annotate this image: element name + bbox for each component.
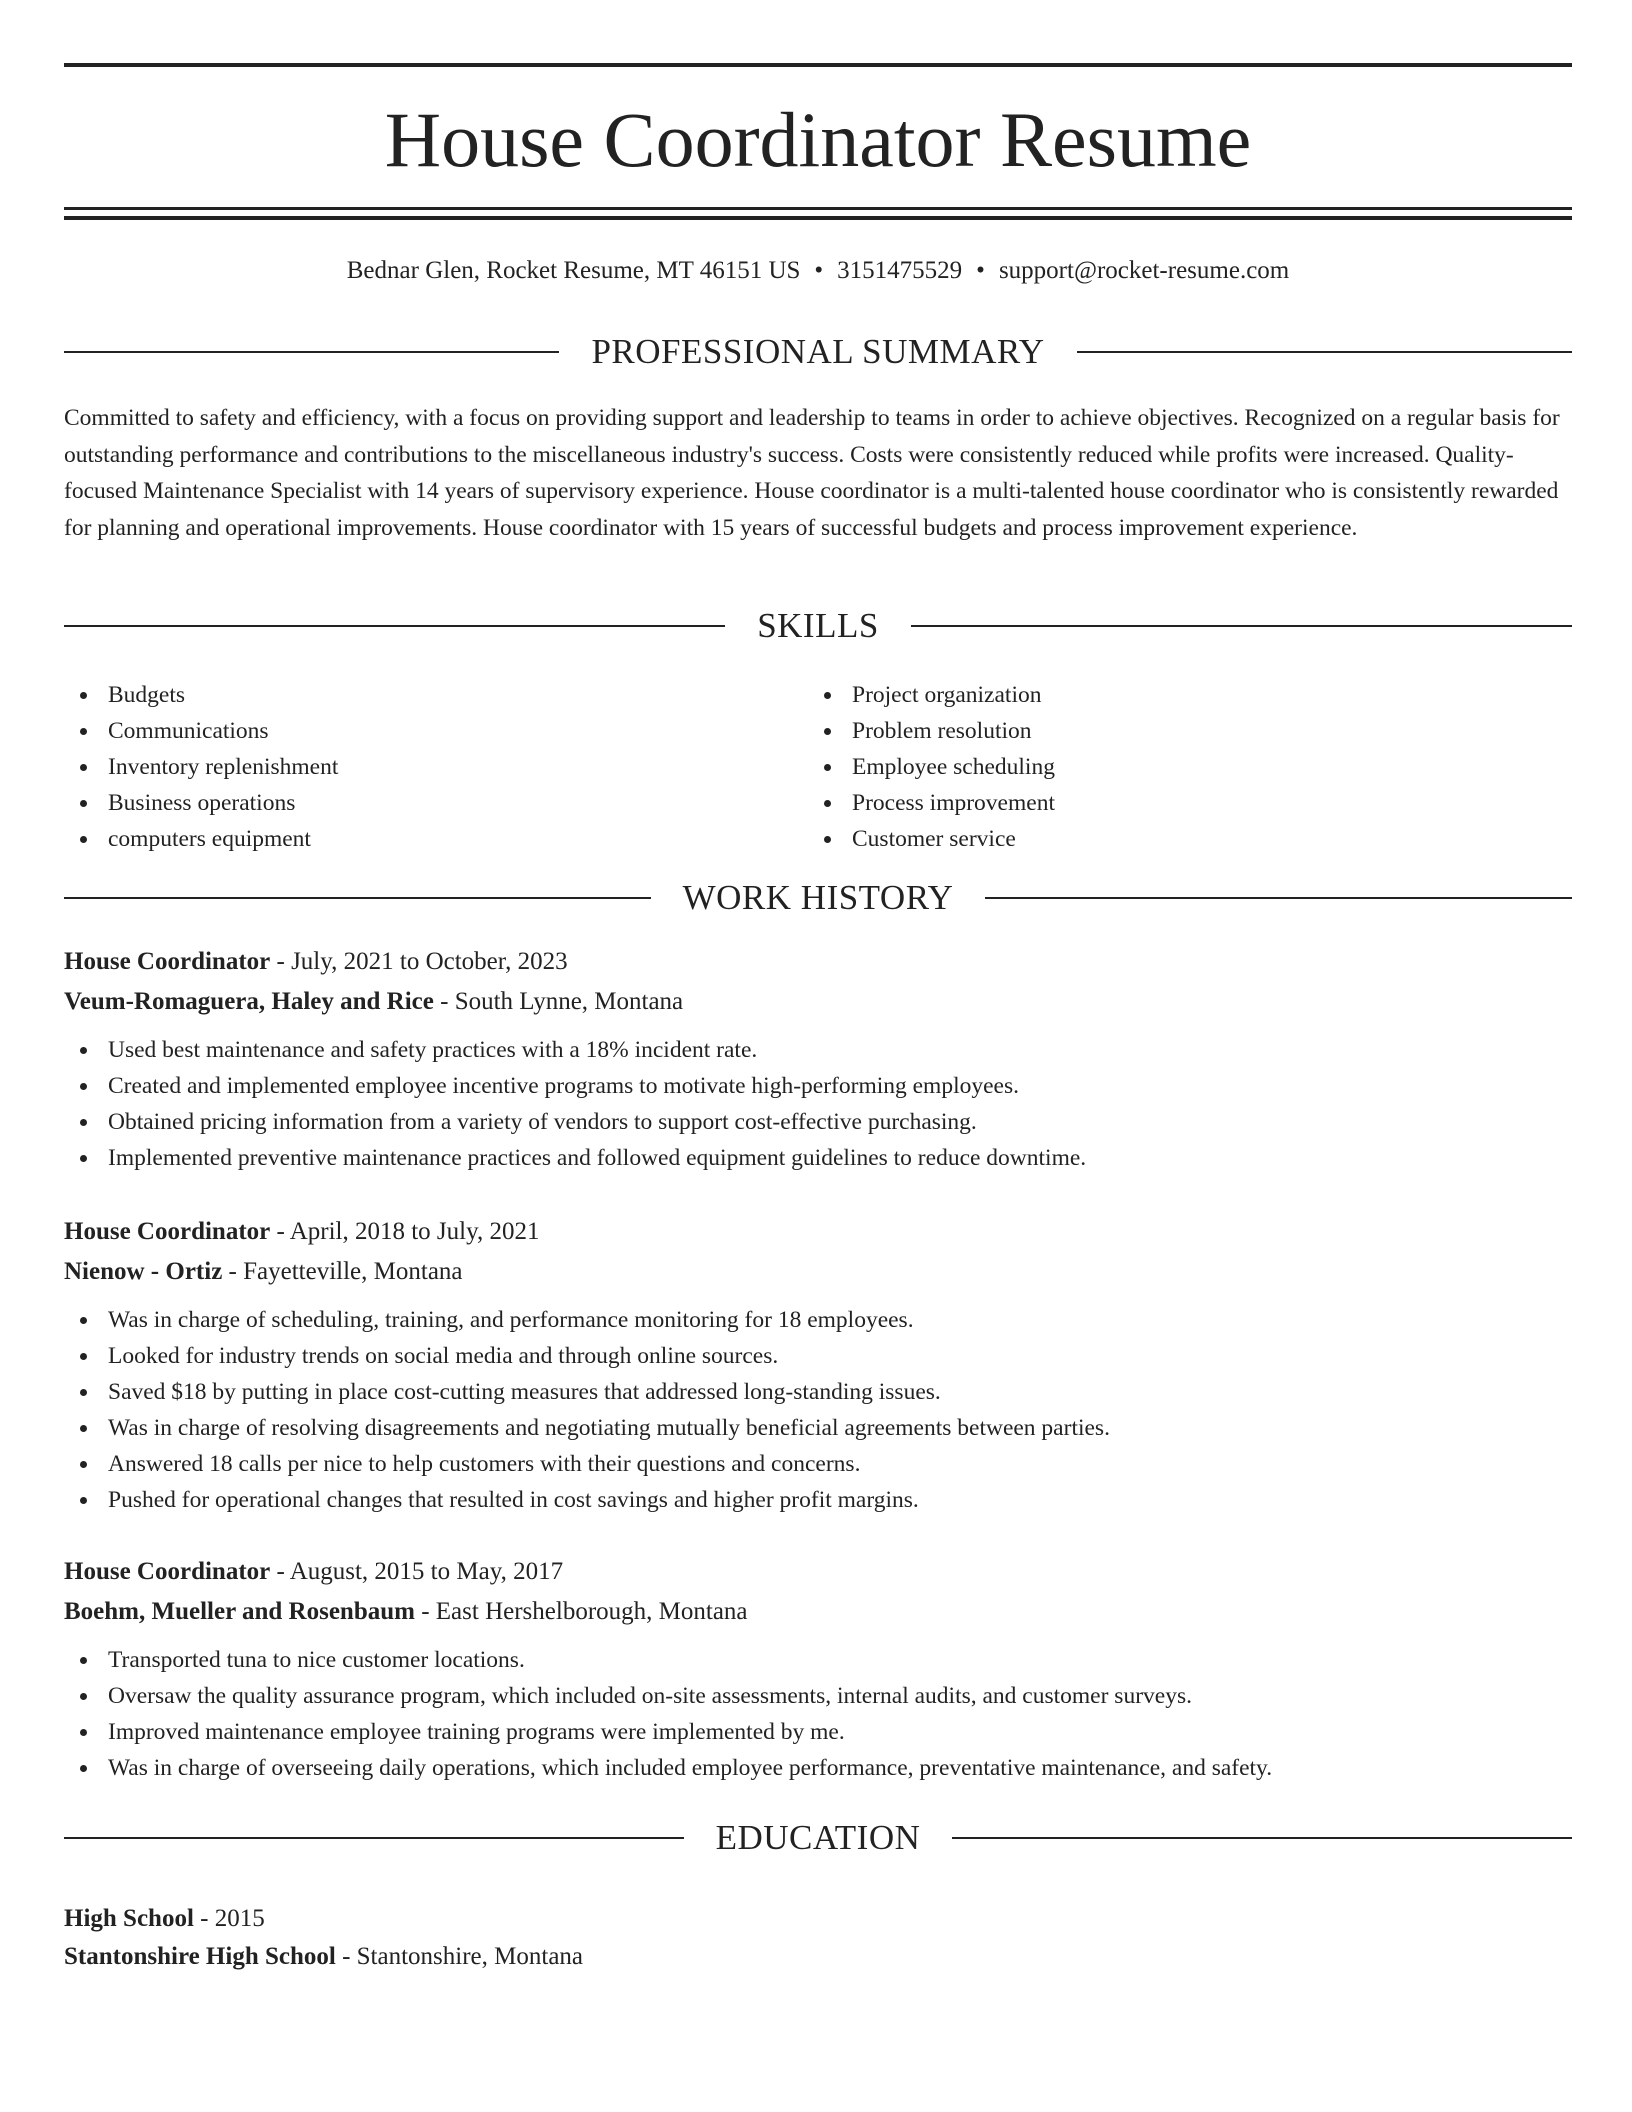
section-rule-left [64, 625, 725, 627]
education-degree-line [64, 1900, 1572, 1938]
job-bullet: Looked for industry trends on social media and through online sources. [64, 1338, 1572, 1374]
education-school: Stantonshire High School [64, 1943, 336, 1970]
job-company-line [64, 982, 1572, 1022]
contact-address: Bednar Glen, Rocket Resume, MT 46151 US [346, 257, 801, 284]
top-rule [64, 63, 1572, 67]
job-company: Veum-Romaguera, Haley and Rice [64, 988, 434, 1015]
job-title: House Coordinator [64, 1558, 271, 1585]
job-location: - Fayetteville, Montana [222, 1258, 463, 1285]
job-bullets [64, 1302, 1572, 1518]
skill-item: Problem resolution [808, 713, 1508, 749]
job-title-line [64, 942, 1572, 982]
job-location: - South Lynne, Montana [433, 988, 684, 1015]
skill-item: Business operations [64, 785, 764, 821]
section-title-summary: PROFESSIONAL SUMMARY [591, 332, 1045, 371]
resume-title: House Coordinator Resume [384, 96, 1252, 183]
section-rule-right [952, 1837, 1572, 1839]
job-company-line [64, 1592, 1572, 1632]
job-dates: - August, 2015 to May, 2017 [270, 1558, 564, 1585]
skills-list-left [64, 677, 764, 857]
job-dates: - July, 2021 to October, 2023 [270, 948, 568, 975]
job-bullet: Created and implemented employee incentive programs to motivate high-performing employees. [64, 1068, 1572, 1104]
section-rule-right [911, 625, 1572, 627]
job-bullet: Saved $18 by putting in place cost-cutting measures that addressed long-standing issues. [64, 1374, 1572, 1410]
section-title-work: WORK HISTORY [682, 878, 954, 917]
education-entry [64, 1900, 1572, 1976]
skill-item: Communications [64, 713, 764, 749]
job-bullets [64, 1032, 1572, 1176]
section-header-work [64, 876, 1572, 920]
job-bullet: Oversaw the quality assurance program, which included on-site assessments, internal audits, and customer surveys. [64, 1678, 1572, 1714]
title-rule-lower [64, 216, 1572, 220]
skill-item: Project organization [808, 677, 1508, 713]
skill-item: Employee scheduling [808, 749, 1508, 785]
job-title-line [64, 1552, 1572, 1592]
job-bullet: Was in charge of scheduling, training, and performance monitoring for 18 employees. [64, 1302, 1572, 1338]
title-rule-upper [64, 207, 1572, 210]
job-title: House Coordinator [64, 1218, 271, 1245]
section-title-education: EDUCATION [715, 1818, 921, 1857]
summary-paragraph: Committed to safety and efficiency, with a focus on providing support and leadership to teams in order to achieve objectives. Recognized on a regular basis for outstanding performance and contributions to the miscellaneous industry's success. Costs were consistently reduced while profits were increased. Quality-focused Maintenance Specialist with 14 years of supervisory experience. House coordinator is a multi-talented house coordinator who is consistently rewarded for planning and operational improvements. House coordinator with 15 years of successful budgets and process improvement experience. [64, 405, 1560, 541]
education-school-line [64, 1938, 1572, 1976]
job-title-line [64, 1212, 1572, 1252]
section-rule-left [64, 897, 651, 899]
job-bullets [64, 1642, 1572, 1786]
job-company: Boehm, Mueller and Rosenbaum [64, 1598, 415, 1625]
education-location: - Stantonshire, Montana [335, 1943, 584, 1970]
section-header-skills [64, 604, 1572, 648]
skill-item: Process improvement [808, 785, 1508, 821]
contact-phone: 3151475529 [837, 257, 963, 284]
section-header-education [64, 1816, 1572, 1860]
contact-separator: • [976, 257, 985, 284]
section-rule-left [64, 351, 559, 353]
education-degree: High School [64, 1905, 194, 1932]
section-rule-right [985, 897, 1572, 899]
skill-item: Budgets [64, 677, 764, 713]
job-company: Nienow - Ortiz [64, 1258, 223, 1285]
job-entry [64, 1212, 1572, 1518]
skills-list-right [808, 677, 1508, 857]
skill-item: computers equipment [64, 821, 764, 857]
job-bullet: Used best maintenance and safety practices with a 18% incident rate. [64, 1032, 1572, 1068]
job-bullet: Was in charge of overseeing daily operations, which included employee performance, preventative maintenance, and safety. [64, 1750, 1572, 1786]
job-bullet: Transported tuna to nice customer locations. [64, 1642, 1572, 1678]
job-bullet: Improved maintenance employee training programs were implemented by me. [64, 1714, 1572, 1750]
job-bullet: Obtained pricing information from a variety of vendors to support cost-effective purchasing. [64, 1104, 1572, 1140]
section-rule-left [64, 1837, 684, 1839]
section-rule-right [1077, 351, 1572, 353]
job-location: - East Hershelborough, Montana [414, 1598, 748, 1625]
job-bullet: Answered 18 calls per nice to help customers with their questions and concerns. [64, 1446, 1572, 1482]
contact-line [64, 255, 1572, 287]
skill-item: Customer service [808, 821, 1508, 857]
skill-item: Inventory replenishment [64, 749, 764, 785]
section-header-summary [64, 330, 1572, 374]
education-year: - 2015 [193, 1905, 265, 1932]
job-title: House Coordinator [64, 948, 271, 975]
job-bullet: Pushed for operational changes that resulted in cost savings and higher profit margins. [64, 1482, 1572, 1518]
contact-separator: • [814, 257, 824, 284]
job-bullet: Was in charge of resolving disagreements and negotiating mutually beneficial agreements between parties. [64, 1410, 1572, 1446]
job-bullet: Implemented preventive maintenance practices and followed equipment guidelines to reduce downtime. [64, 1140, 1572, 1176]
job-company-line [64, 1252, 1572, 1292]
section-title-skills: SKILLS [757, 606, 879, 645]
job-dates: - April, 2018 to July, 2021 [270, 1218, 540, 1245]
contact-email: support@rocket-resume.com [998, 257, 1290, 284]
job-entry [64, 1552, 1572, 1786]
job-entry [64, 942, 1572, 1176]
